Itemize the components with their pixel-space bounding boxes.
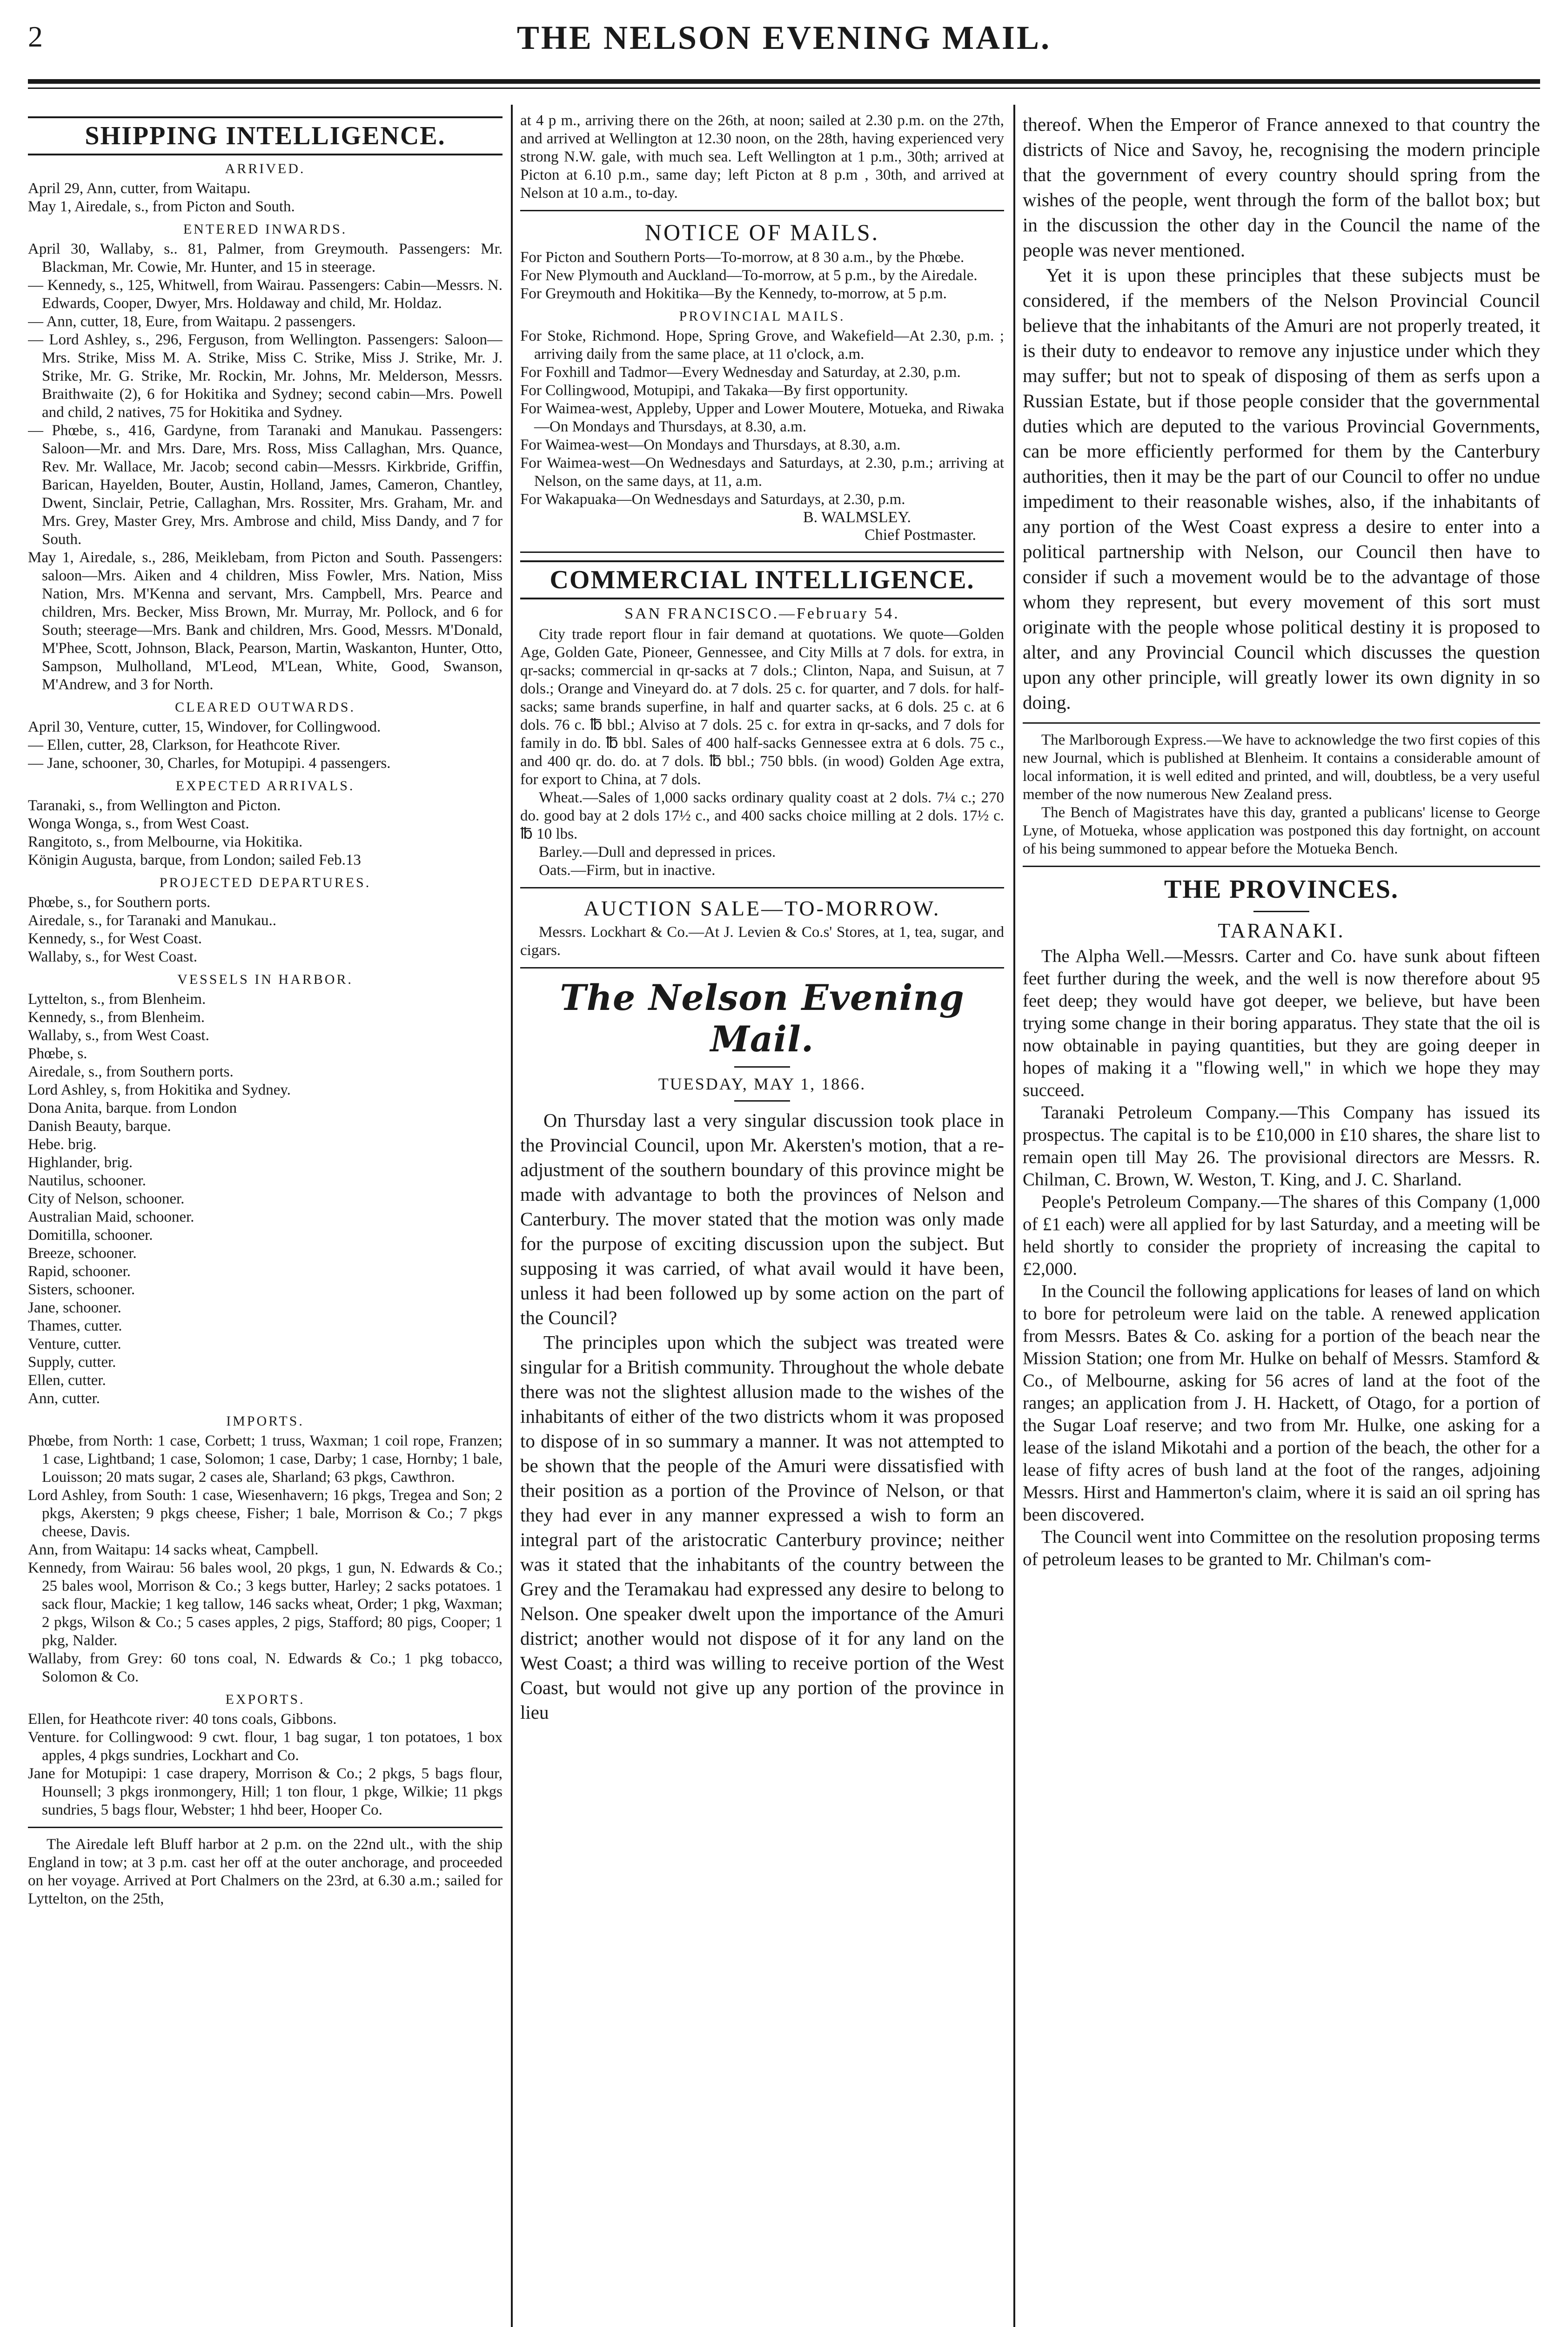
- imports-list: [28, 1432, 503, 1686]
- list-item: Jane for Motupipi: 1 case drapery, Morrison & Co.; 2 pkgs, 5 bags flour, Hounsell; 3 pkgs ironmongery, Hill; 1 ton flour, 1 pkge, Wilkie; 11 pkgs sundries, 5 bags flour, Webster; 1 hhd beer, Hooper Co.: [28, 1765, 503, 1818]
- list-item: Wheat.—Sales of 1,000 sacks ordinary quality coast at 2 dols. 7¼ c.; 270 do. good bay at 2 dols 17½ c., and 400 sacks choice milling at 2 dols. 17½ c. ℔ 10 lbs.: [520, 789, 1004, 842]
- expected-list: [28, 797, 503, 869]
- header-rule: [28, 79, 1540, 84]
- column-1: [28, 112, 503, 2327]
- list-item: Jane, schooner.: [28, 1299, 121, 1316]
- list-item: For Waimea-west—On Mondays and Thursdays, at 8.30, a.m.: [520, 437, 901, 453]
- airedale-note: The Airedale left Bluff harbor at 2 p.m. on the 22nd ult., with the ship England in tow; at 3 p.m. cast her off at the outer anchorage, and proceeded on her voyage. Arrived at Port Chalmers on the 23rd, at 6.30 a.m.; sailed for Lyttelton, on the 25th,: [28, 1836, 503, 1907]
- list-item: Venture. for Collingwood: 9 cwt. flour, 1 bag sugar, 1 ton potatoes, 1 box apples, 4 pkgs sundries, Lockhart and Co.: [28, 1729, 503, 1764]
- list-item: Thames, cutter.: [28, 1318, 122, 1334]
- provinces-paragraph: The Council went into Committee on the resolution proposing terms of petroleum leases to be granted to Mr. Chilman's com-: [1023, 1527, 1540, 1569]
- cleared-head: CLEARED OUTWARDS.: [175, 699, 355, 715]
- list-item: Rapid, schooner.: [28, 1263, 131, 1280]
- entered-head: ENTERED INWARDS.: [183, 222, 348, 237]
- paper-title: THE NELSON EVENING MAIL.: [516, 19, 1052, 56]
- list-item: April 30, Venture, cutter, 15, Windover, for Collingwood.: [28, 719, 381, 735]
- list-item: Taranaki, s., from Wellington and Picton.: [28, 797, 281, 814]
- list-item: Domitilla, schooner.: [28, 1227, 153, 1244]
- provinces-head: THE PROVINCES.: [1164, 875, 1399, 904]
- column-3: [1023, 112, 1540, 2327]
- exports-head: EXPORTS.: [225, 1692, 305, 1707]
- auction-head: AUCTION SALE—TO-MORROW.: [583, 896, 941, 920]
- list-item: Ann, cutter.: [28, 1390, 100, 1407]
- projected-head: PROJECTED DEPARTURES.: [159, 875, 371, 890]
- list-item: Phœbe, s.: [28, 1045, 87, 1062]
- list-item: For Waimea-west—On Wednesdays and Saturdays, at 2.30, p.m.; arriving at Nelson, on the same days, at 11, a.m.: [520, 455, 1004, 490]
- provinces-paragraph: The Alpha Well.—Messrs. Carter and Co. have sunk about fifteen feet further during the week, and the well is now therefore about 95 feet deep; they would have got deeper, we believe, but have been trying some change in their boring apparatus. They state that the oil is now obtainable in paying quantities, but they are going deeper in hopes of making it a "flowing well," in which we hope they may succeed.: [1023, 946, 1540, 1100]
- commercial-list: [520, 625, 1004, 880]
- list-item: Kennedy, s., from Blenheim.: [28, 1009, 205, 1026]
- list-item: Kennedy, from Wairau: 56 bales wool, 20 pkgs, 1 gun, N. Edwards & Co.; 25 bales wool, Morrison & Co.; 3 kegs butter, Harley; 2 sacks potatoes. 1 sack flour, Mackie; 1 keg tallow, 146 sacks wheat, Order; 1 pkg, Waxman; 2 pkgs, Wilson & Co.; 5 cases apples, 2 pigs, Stafford; 80 pigs, Cooper; 1 pkg, Nalder.: [28, 1560, 503, 1649]
- list-item: Oats.—Firm, but in inactive.: [539, 862, 716, 879]
- exports-list: [28, 1710, 503, 1819]
- list-item: Wallaby, s., for West Coast.: [28, 948, 198, 965]
- list-item: Phœbe, from North: 1 case, Corbett; 1 truss, Waxman; 1 coil rope, Franzen; 1 case, Lightband; 1 case, Solomon; 1 case, Darby; 1 case, Hornby; 1 bale, Louisson; 20 mats sugar, 2 cases ale, Sharland; 63 pkgs, Cawthron.: [28, 1433, 503, 1486]
- divider: [734, 1066, 790, 1068]
- list-item: For Wakapuaka—On Wednesdays and Saturdays, at 2.30, p.m.: [520, 491, 905, 508]
- list-item: Wallaby, from Grey: 60 tons coal, N. Edwards & Co.; 1 pkg tobacco, Solomon & Co.: [28, 1650, 503, 1685]
- list-item: May 1, Airedale, s., 286, Meiklebam, from Picton and South. Passengers: saloon—Mrs. Aiken and 4 children, Miss Fowler, Mrs. Nation, Miss Nation, Mrs. M'Kenna and servant, Mrs. Campbell, Mrs. Pearce and children, Mrs. Becker, Miss Brown, Mr. Murray, Mr. Pollock, and 6 for South; steerage—Mrs. Bank and children, Mrs. Good, Messrs. M'Donald, M'Phee, Scott, Johnson, Black, Pearson, Martin, Waskanton, Hunter, Otto, Sampson, Mulholland, M'Leod, M'Lean, White, Good, Swanson, M'Andrew, and 3 for North.: [28, 549, 503, 693]
- list-item: For Picton and Southern Ports—To-morrow, at 8 30 a.m., by the Phœbe.: [520, 249, 965, 266]
- list-item: Wallaby, s., from West Coast.: [28, 1027, 209, 1044]
- san-francisco-head: SAN FRANCISCO.—February 54.: [624, 605, 900, 622]
- list-item: Hebe. brig.: [28, 1136, 97, 1153]
- list-item: Danish Beauty, barque.: [28, 1118, 171, 1135]
- list-item: Sisters, schooner.: [28, 1281, 135, 1298]
- list-item: City of Nelson, schooner.: [28, 1190, 185, 1207]
- list-item: Königin Augusta, barque, from London; sailed Feb.13: [28, 852, 361, 868]
- arrived-list: [28, 180, 503, 216]
- editorial-date: TUESDAY, MAY 1, 1866.: [658, 1075, 866, 1093]
- provinces-paragraph: In the Council the following applications for leases of land on which to bore for petroleum were laid on the table. A renewed application from Messrs. Bates & Co. asking for a portion of the beach near the Mission Station; one from Mr. Hulke on behalf of Messrs. Stamford & Co., of Melbourne, asking for 56 acres of land at the foot of the ranges; an application from J. H. Hackett, of Otago, for a portion of the Sugar Loaf reserve; and two from Mr. Hulke, one asking for a lease of the island Mikotahi and a portion of the beach, the other for a lease of fifty acres of bush land at the foot of the ranges, adjoining Messrs. Hirst and Hammerton's claim, where it is said an oil spring has been discovered.: [1023, 1281, 1540, 1525]
- list-item: Breeze, schooner.: [28, 1245, 137, 1262]
- list-item: — Kennedy, s., 125, Whitwell, from Wairau. Passengers: Cabin—Messrs. N. Edwards, Cooper, Dwyer, Mrs. Holdaway and child, Mr. Holdaz.: [28, 277, 503, 312]
- local-notes: [1023, 731, 1540, 858]
- list-item: May 1, Airedale, s., from Picton and South.: [28, 198, 295, 215]
- list-item: For Greymouth and Hokitika—By the Kennedy, to-morrow, at 5 p.m.: [520, 285, 947, 302]
- list-item: Dona Anita, barque. from London: [28, 1100, 237, 1116]
- editorial-masthead: The Nelson Evening Mail.: [560, 977, 965, 1060]
- list-item: Nautilus, schooner.: [28, 1172, 146, 1189]
- list-item: The Marlborough Express.—We have to acknowledge the two first copies of this new Journal, which is published at Blenheim. It contains a considerable amount of local information, it is well edited and printed, and will, doubtless, be a very useful member of the now numerous New Zealand press.: [1023, 732, 1540, 803]
- editorial-paragraph: On Thursday last a very singular discussion took place in the Provincial Council, upon Mr. Akersten's motion, that a re-adjustment of the southern boundary of this province might be made with advantage to both the provinces of Nelson and Canterbury. The mover stated that the motion was only made for the purpose of exciting discussion upon the subject. But supposing it was carried, of what avail would it have been, unless it had been followed up by some action on the part of the Council?: [520, 1110, 1004, 1328]
- column-2: [520, 112, 1004, 2327]
- vessels-head: VESSELS IN HARBOR.: [177, 972, 353, 987]
- divider: [1023, 866, 1540, 867]
- list-item: April 30, Wallaby, s.. 81, Palmer, from Greymouth. Passengers: Mr. Blackman, Mr. Cowie, Mr. Hunter, and 15 in steerage.: [28, 241, 503, 276]
- divider: [520, 887, 1004, 888]
- vessels-list: [28, 990, 503, 1408]
- auction-text: Messrs. Lockhart & Co.—At J. Levien & Co.s' Stores, at 1, tea, sugar, and cigars.: [520, 924, 1004, 959]
- list-item: Supply, cutter.: [28, 1354, 116, 1371]
- list-item: Venture, cutter.: [28, 1336, 121, 1352]
- divider: [520, 210, 1004, 211]
- list-item: — Ann, cutter, 18, Eure, from Waitapu. 2 passengers.: [28, 313, 356, 330]
- list-item: April 29, Ann, cutter, from Waitapu.: [28, 180, 251, 197]
- editorial-paragraph: Yet it is upon these principles that these subjects must be considered, if the members of the Nelson Provincial Council believe that the inhabitants of the Amuri are not properly treated, it is their duty to endeavor to remove any injustice under which they may suffer; but not to speak of disposing of them as serfs upon a Russian Estate, but if those people consider that the governmental duties which are deputed to the various Provincial Governments, can be more efficiently performed for them by the Canterbury authorities, then it may be the part of our Council to offer no undue impediment to their reasonable wishes, also, if the inhabitants of any portion of the West Coast express a desire to enter into a political partnership with Nelson, our Council then have to consider if such a movement would be to the advantage of those whom they represent, but every movement of this sort must originate with the people whose political destiny it is proposed to alter, and any Provincial Council which discusses the question upon any other principle, will greatly lower its own dignity in so doing.: [1023, 264, 1540, 713]
- shipping-title: SHIPPING INTELLIGENCE.: [28, 116, 503, 155]
- list-item: Barley.—Dull and depressed in prices.: [539, 844, 776, 861]
- divider: [520, 967, 1004, 968]
- list-item: For Collingwood, Motupipi, and Takaka—By first opportunity.: [520, 382, 908, 399]
- imports-head: IMPORTS.: [226, 1413, 304, 1429]
- divider: [1253, 911, 1309, 912]
- divider: [1023, 722, 1540, 724]
- list-item: Australian Maid, schooner.: [28, 1209, 194, 1225]
- list-item: Rangitoto, s., from Melbourne, via Hokitika.: [28, 834, 303, 850]
- signed-title: Chief Postmaster.: [864, 526, 976, 544]
- expected-head: EXPECTED ARRIVALS.: [175, 778, 355, 794]
- editorial-paragraph: The principles upon which the subject was treated were singular for a British community. Throughout the whole debate there was not the slightest allusion made to the wishes of the inhabitants of either of the two districts whom it was proposed to dispose of in so summary a manner. It was not attempted to be shown that the people of the Amuri were dissatisfied with their position as a portion of the Province of Nelson, or that they had ever in any manner expressed a wish to form an integral part of the aristocratic Canterbury province; neither was it stated that the inhabitants of the country between the Grey and the Teramakau had expressed any desire to belong to Nelson. One speaker dwelt upon the importance of the Amuri district; another would not dispose of it for any land on the West Coast; a third was willing to receive portion of the West Coast, but would not give up any portion of the province in lieu: [520, 1332, 1004, 1723]
- divider: [734, 1100, 790, 1102]
- list-item: Airedale, s., from Southern ports.: [28, 1063, 234, 1080]
- mails-head: NOTICE OF MAILS.: [644, 219, 880, 245]
- arrived-head: ARRIVED.: [225, 161, 306, 176]
- page-number: 2: [28, 20, 43, 53]
- entered-list: [28, 240, 503, 694]
- provincial-mails-head: PROVINCIAL MAILS.: [679, 309, 845, 324]
- column-divider: [1013, 105, 1015, 2327]
- mails-list: [520, 249, 1004, 303]
- list-item: Highlander, brig.: [28, 1154, 133, 1171]
- provinces-paragraph: People's Petroleum Company.—The shares of this Company (1,000 of £1 each) were all applied for by last Saturday, and a meeting will be held shortly to consider the propriety of increasing the capital to £2,000.: [1023, 1192, 1540, 1279]
- list-item: City trade report flour in fair demand at quotations. We quote—Golden Age, Golden Gate, Pioneer, Gennessee, and City Mills at 7 dols. for extra, in qr-sacks; commercial in qr-sacks at 7 dols.; Clinton, Napa, and Suisun, at 7 dols.; Orange and Vineyard do. at 7 dols. 25 c. for quarter, and 7 dols. for half-sacks; same brands superfine, in half and quarter sacks, at 6 dols. 25 c. at 6 dols. 76 c. ℔ bbl.; Alviso at 7 dols. 25 c. for extra in qr-sacks, and 7 dols for family in do. ℔ bbl. Sales of 400 half-sacks Gennessee extra at 6 dols. 75 c., and 400 qr. do. do. at 7 dols. ℔ bbl.; 750 bbls. (in wood) Golden Age extra, for export to China, at 7 dols.: [520, 626, 1004, 788]
- provinces-paragraph: Taranaki Petroleum Company.—This Company has issued its prospectus. The capital is to be £10,000 in £10 shares, the share list to remain open till May 26. The provisional directors are Messrs. R. Chilman, C. Brown, W. Weston, T. King, and J. C. Sharland.: [1023, 1103, 1540, 1190]
- list-item: The Bench of Magistrates have this day, granted a publicans' license to George Lyne, of Motueka, whose application was postponed this day fortnight, on account of his being summoned to appear before the Motueka Bench.: [1023, 804, 1540, 857]
- commercial-head: COMMERCIAL INTELLIGENCE.: [520, 560, 1004, 599]
- provincial-mails-list: [520, 327, 1004, 509]
- list-item: Ellen, cutter.: [28, 1372, 106, 1389]
- list-item: — Jane, schooner, 30, Charles, for Motupipi. 4 passengers.: [28, 755, 391, 772]
- taranaki-head: TARANAKI.: [1218, 919, 1345, 942]
- list-item: For Foxhill and Tadmor—Every Wednesday and Saturday, at 2.30, p.m.: [520, 364, 961, 381]
- projected-list: [28, 894, 503, 966]
- airedale-note-continued: at 4 p m., arriving there on the 26th, at noon; sailed at 2.30 p.m. on the 27th, and arrived at Wellington at 12.30 noon, on the 28th, having experienced very strong N.W. gale, with much sea. Left Wellington at 1 p.m., 30th; arrived at Picton at 6.10 p.m., same day; left Picton at 8 p.m , 30th, and arrived at Nelson at 10 a.m., to-day.: [520, 112, 1004, 202]
- column-divider: [511, 105, 513, 2327]
- header-rule-thin: [28, 87, 1540, 89]
- cleared-list: [28, 718, 503, 773]
- list-item: Phœbe, s., for Southern ports.: [28, 894, 211, 911]
- list-item: — Ellen, cutter, 28, Clarkson, for Heathcote River.: [28, 737, 341, 753]
- list-item: For New Plymouth and Auckland—To-morrow, at 5 p.m., by the Airedale.: [520, 267, 978, 284]
- list-item: Kennedy, s., for West Coast.: [28, 930, 202, 947]
- list-item: — Lord Ashley, s., 296, Ferguson, from Wellington. Passengers: Saloon—Mrs. Strike, Miss M. A. Strike, Miss C. Strike, Miss J. Strike, Mr. J. Strike, Mr. G. Strike, Mr. Rockin, Mr. Johns, Mr. Melderson, Messrs. Braithwaite (2), 6 for Hokitika and Sydney; second cabin—Mrs. Powell and child, 2 natives, 75 for Hokitika and Sydney.: [28, 331, 503, 421]
- list-item: Ellen, for Heathcote river: 40 tons coals, Gibbons.: [28, 1711, 337, 1728]
- list-item: Ann, from Waitapu: 14 sacks wheat, Campbell.: [28, 1541, 319, 1558]
- list-item: For Stoke, Richmond. Hope, Spring Grove, and Wakefield—At 2.30, p.m. ; arriving daily from the same place, at 11 o'clock, a.m.: [520, 328, 1004, 363]
- editorial-paragraph: thereof. When the Emperor of France annexed to that country the districts of Nice and Savoy, he, recognising the modern principle that the government of every country should spring from the wishes of the people, went through the form of the ballot box; but in the discussion the other day in the Council the name of the people was never mentioned.: [1023, 114, 1540, 261]
- signed-name: B. WALMSLEY.: [803, 509, 911, 526]
- list-item: Lord Ashley, from South: 1 case, Wiesenhavern; 16 pkgs, Tregea and Son; 2 pkgs, Akersten; 9 pkgs cheese, Fisher; 1 bale, Morrison & Co.; 7 pkgs cheese, Davis.: [28, 1487, 503, 1540]
- list-item: Lord Ashley, s, from Hokitika and Sydney.: [28, 1082, 291, 1098]
- list-item: For Waimea-west, Appleby, Upper and Lower Moutere, Motueka, and Riwaka—On Mondays and Thursdays, at 8.30, a.m.: [520, 400, 1004, 435]
- list-item: Wonga Wonga, s., from West Coast.: [28, 815, 249, 832]
- list-item: Lyttelton, s., from Blenheim.: [28, 991, 206, 1008]
- divider: [520, 551, 1004, 553]
- list-item: — Phœbe, s., 416, Gardyne, from Taranaki and Manukau. Passengers: Saloon—Mr. and Mrs. Dare, Mrs. Ross, Miss Callaghan, Mrs. Quance, Rev. Mr. Wallace, Mr. Jacob; second cabin—Messrs. Kirkbride, Griffin, Barican, Hayelden, Bouter, Austin, Holland, James, Cameron, Chantley, Dwent, Sinclair, Petrie, Callaghan, Mrs. Rossiter, Mrs. Graham, Mr. and Mrs. Grey, Master Grey, Mrs. Ambrose and child, Miss Dandy, and 7 for South.: [28, 422, 503, 548]
- list-item: Airedale, s., for Taranaki and Manukau..: [28, 912, 277, 929]
- divider: [28, 1827, 503, 1828]
